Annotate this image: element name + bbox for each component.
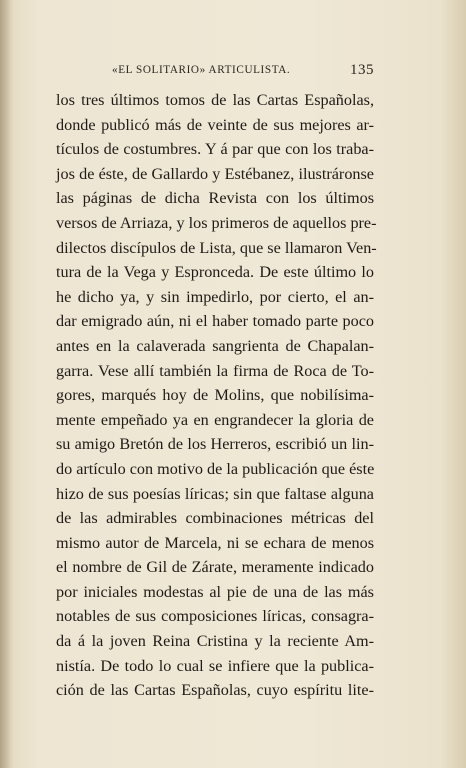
- text-line: versos de Arriaza, y los primeros de aquellos pre-: [56, 213, 377, 232]
- text-line: he dicho ya, y sin impedirlo, por cierto, el an-: [56, 287, 374, 306]
- body-text: [56, 88, 377, 703]
- text-line: los tres últimos tomos de las Cartas Españolas,: [56, 91, 374, 109]
- running-head: [56, 64, 374, 84]
- text-line: donde publicó más de veinte de sus mejores ar-: [56, 115, 374, 134]
- text-line: ción de las Cartas Españolas, cuyo espíritu lite-: [56, 681, 374, 700]
- text-line: el nombre de Gil de Zárate, meramente indicado: [56, 558, 374, 577]
- text-line: dilectos discípulos de Lista, que se llamaron Ven-: [56, 238, 377, 257]
- text-line: da á la joven Reina Cristina y la reciente Am-: [56, 632, 374, 651]
- text-line: nistía. De todo lo cual se infiere que la publica-: [56, 656, 374, 675]
- text-line: mismo autor de Marcela, ni se echara de menos: [56, 533, 374, 552]
- text-line: su amigo Bretón de los Herreros, escribió un lin-: [56, 435, 374, 454]
- text-line: las páginas de dicha Revista con los últimos: [56, 189, 374, 208]
- running-title: «EL SOLITARIO» ARTICULISTA.: [112, 64, 291, 76]
- text-line: garra. Vese allí también la firma de Roca de To-: [56, 361, 374, 380]
- text-line: gores, marqués hoy de Molins, que nobilísima-: [56, 386, 374, 405]
- spine-shadow: [0, 0, 14, 768]
- page-number: 135: [350, 62, 374, 78]
- text-line: notables de sus composiciones líricas, consagra-: [56, 607, 374, 626]
- text-line: tículos de costumbres. Y á par que con los traba-: [56, 140, 374, 159]
- text-line: do artículo con motivo de la publicación que éste: [56, 459, 375, 478]
- text-line: antes en la calaverada sangrienta de Chapalan-: [56, 336, 374, 355]
- text-line: dar emigrado aún, ni el haber tomado parte poco: [56, 312, 374, 331]
- text-line: mente empeñado ya en engrandecer la gloria de: [56, 410, 374, 429]
- text-line: por iniciales modestas al pie de una de las más: [56, 582, 374, 601]
- text-line: hizo de sus poesías líricas; sin que faltase alguna: [56, 484, 374, 503]
- text-line: tura de la Vega y Espronceda. De este último lo: [56, 263, 374, 282]
- text-line: de las admirables combinaciones métricas del: [56, 509, 374, 528]
- text-line: jos de éste, de Gallardo y Estébanez, ilustráronse: [56, 164, 374, 183]
